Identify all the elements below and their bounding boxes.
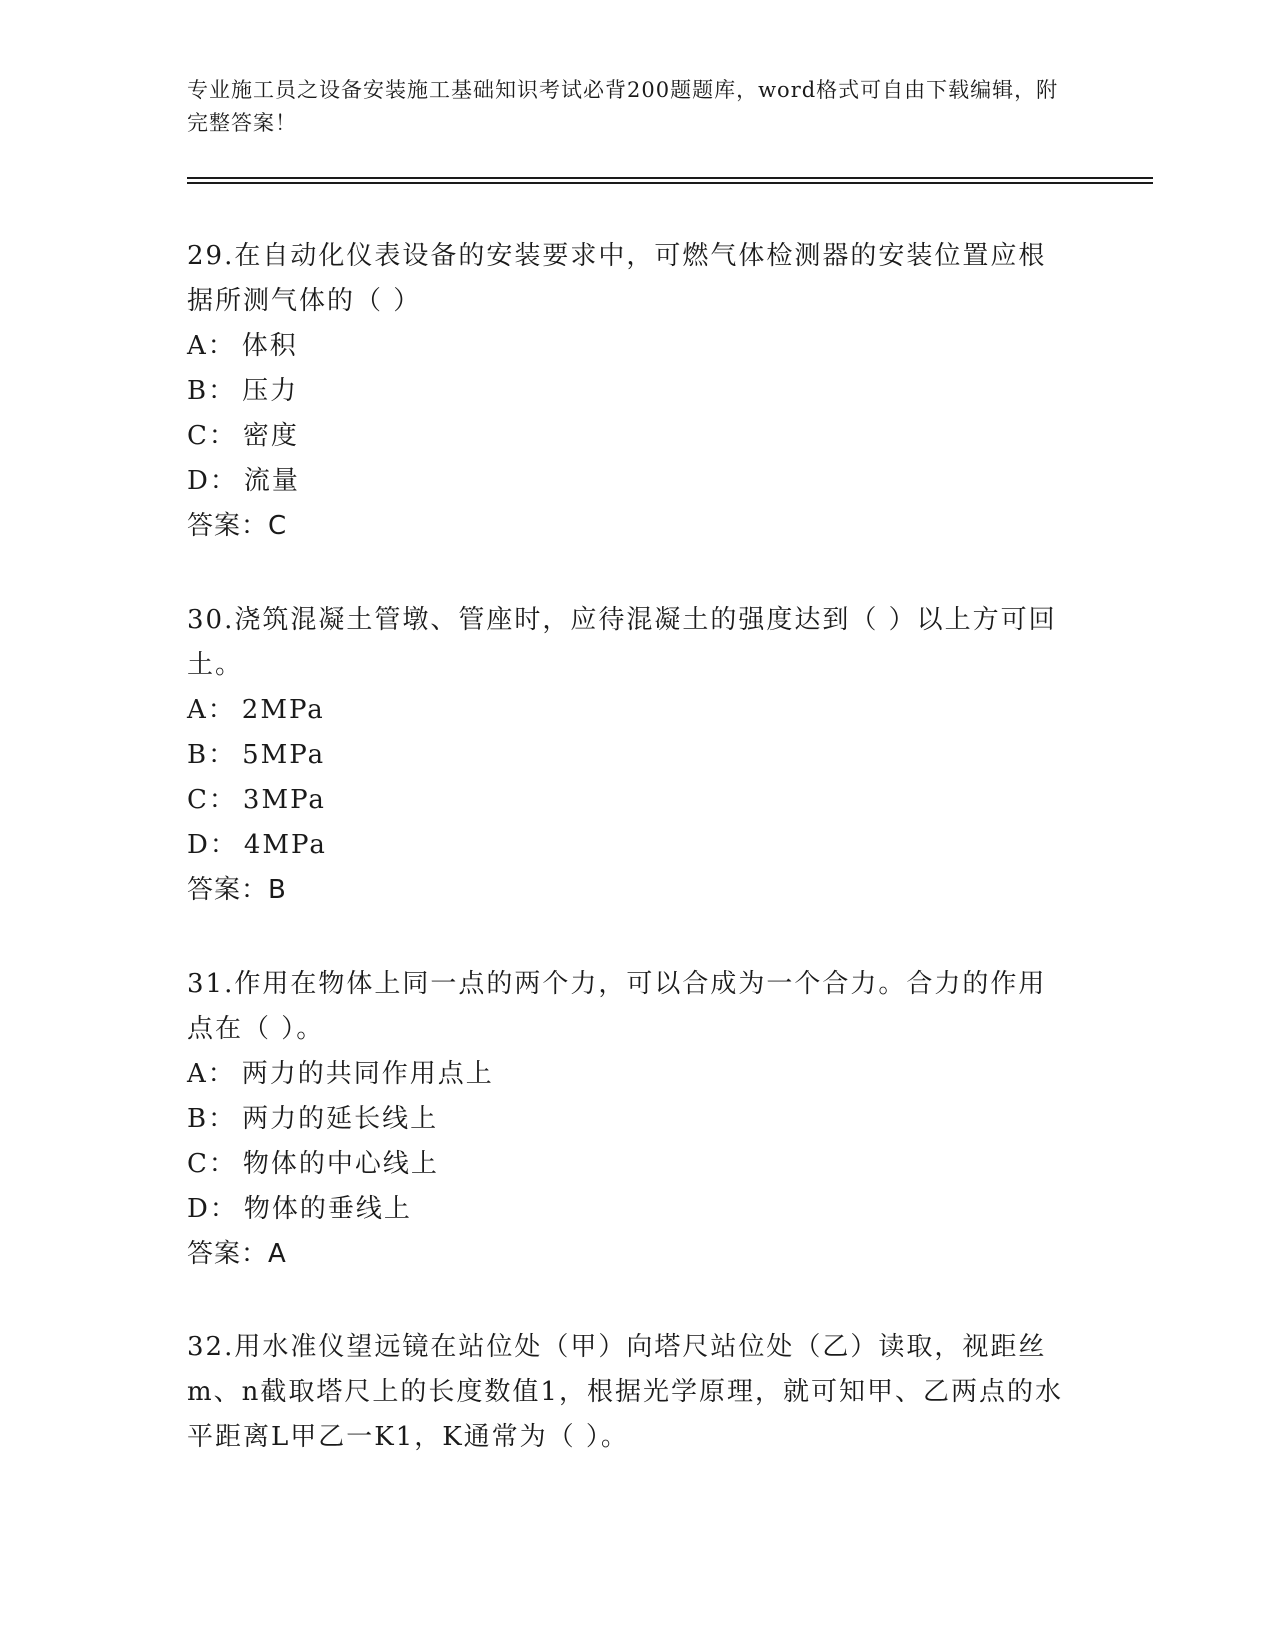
option-d [187,823,1087,868]
question-32 [187,1325,1087,1460]
option-b [187,1097,1087,1142]
header-divider-top [187,177,1153,179]
option-c [187,778,1087,823]
header-divider-bottom [187,182,1153,184]
option-text: 体积 [241,331,298,361]
answer-line: 答案：B [187,875,287,905]
option-label: A： [187,331,236,361]
option-a [187,324,1087,369]
option-text: 两力的共同作用点上 [241,1059,494,1089]
question-stem: 29.在自动化仪表设备的安装要求中，可燃气体检测器的安装位置应根据所测气体的（ ） [187,241,1047,316]
question-stem: 30.浇筑混凝土管墩、管座时，应待混凝土的强度达到（ ）以上方可回土。 [187,605,1057,680]
answer-line: 答案：A [187,1239,287,1269]
question-29 [187,234,1087,549]
question-31 [187,962,1087,1277]
option-text: 压力 [242,376,299,406]
option-text: 两力的延长线上 [242,1104,439,1134]
option-label: A： [187,695,236,725]
option-b [187,369,1087,414]
answer-line: 答案：C [187,511,288,541]
option-label: C： [187,421,237,451]
option-label: B： [187,1104,237,1134]
option-a [187,688,1087,733]
option-text: 5MPa [242,740,326,770]
option-c [187,414,1087,459]
option-label: D： [187,830,238,860]
option-text: 4MPa [243,830,327,860]
question-stem: 32.用水准仪望远镜在站位处（甲）向塔尺站位处（乙）读取，视距丝m、n截取塔尺上的长度数值1，根据光学原理，就可知甲、乙两点的水平距离L甲乙一K1，K通常为（ ）。 [187,1332,1063,1452]
option-a [187,1052,1087,1097]
option-b [187,733,1087,778]
option-label: C： [187,1149,237,1179]
option-text: 物体的中心线上 [242,1149,439,1179]
option-d [187,1187,1087,1232]
option-text: 物体的垂线上 [243,1194,412,1224]
option-label: D： [187,466,238,496]
option-text: 2MPa [241,695,325,725]
option-label: A： [187,1059,236,1089]
option-c [187,1142,1087,1187]
option-text: 3MPa [242,785,326,815]
option-label: C： [187,785,237,815]
option-label: B： [187,740,237,770]
document-header: 专业施工员之设备安装施工基础知识考试必背200题题库，word格式可自由下载编辑，附完整答案！ [187,78,1059,135]
option-text: 流量 [243,466,300,496]
question-stem: 31.作用在物体上同一点的两个力，可以合成为一个合力。合力的作用点在（ ）。 [187,969,1047,1044]
question-30 [187,598,1087,913]
option-label: D： [187,1194,238,1224]
option-label: B： [187,376,237,406]
option-d [187,459,1087,504]
option-text: 密度 [242,421,299,451]
